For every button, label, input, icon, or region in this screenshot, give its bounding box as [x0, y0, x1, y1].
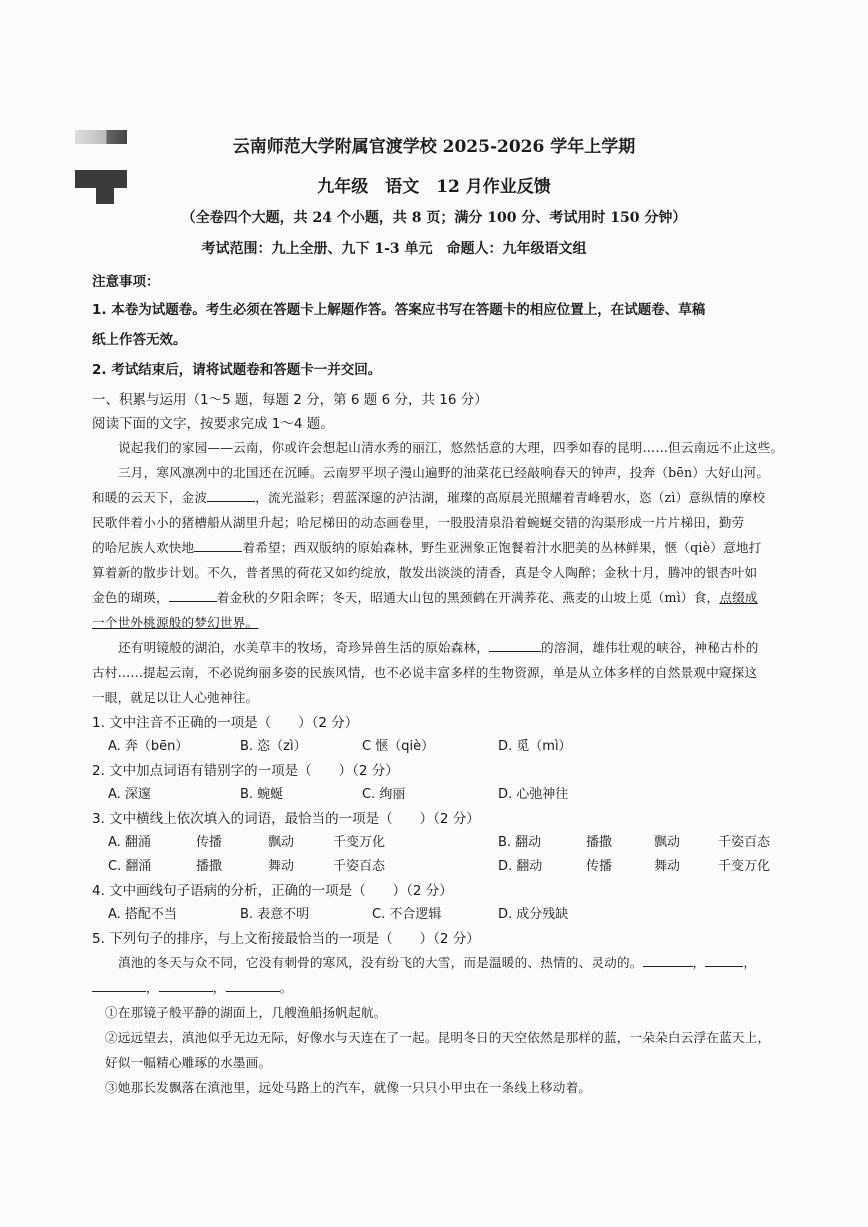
question-4-stem: 4. 文中画线句子语病的分析，正确的一项是（ ）（2 分） — [92, 883, 453, 899]
q1-option-a: A. 奔（bēn） — [108, 739, 189, 754]
q5-blank-5 — [226, 991, 280, 992]
q3-b-3: 飘动 — [654, 835, 681, 850]
q5-sentence-1: ①在那镜子般平静的湖面上，几艘渔船扬帆起航。 — [105, 1005, 387, 1020]
q3-d-4: 千变万化 — [718, 859, 771, 874]
q5-sentence-2a: ②远远望去，滇池似乎无边无际，好像水与天连在了一起。昆明冬日的天空依然是那样的蓝，一朵朵白云浮在蓝天上， — [105, 1030, 771, 1045]
q5-blank-1 — [643, 966, 693, 967]
q3-c-2: 播撒 — [196, 859, 223, 874]
question-5-stem: 5. 下列句子的排序，与上文衔接最恰当的一项是（ ）（2 分） — [92, 931, 480, 947]
passage-p2-line3: 民歌伴着小小的猪槽船从湖里升起；哈尼梯田的动态画卷里，一股股清泉沿着蜿蜒交错的沟渠形成一片片梯田，勤劳 — [92, 515, 745, 530]
q3-c-1: C. 翻涌 — [108, 859, 152, 874]
q3-a-3: 飘动 — [268, 835, 295, 850]
note-1a: 1. 本卷为试题卷。考生必须在答题卡上解题作答。答案应书写在答题卡的相应位置上，在试题卷、草稿 — [92, 302, 706, 318]
passage-p3-line2: 古村……提起云南，不必说绚丽多姿的民族风情，也不必说丰富多样的生物资源，单是从立体多样的自然景观中窥探这 — [92, 665, 758, 680]
q4-option-d: D. 成分残缺 — [498, 907, 569, 922]
q3-b-2: 播撒 — [586, 835, 613, 850]
passage-p2-line5: 算着新的散步计划。不久，普者黑的荷花又如约绽放，散发出淡淡的清香，真是令人陶醉；金秋十月，腾冲的银杏叶如 — [92, 565, 758, 580]
q5-blanks: ， ， 。 — [92, 977, 782, 996]
blank-1 — [207, 501, 255, 502]
q1-option-c: C 惬（qiè） — [362, 739, 435, 754]
q3-b-4: 千姿百态 — [718, 835, 771, 850]
blank-4 — [489, 651, 541, 652]
blank-3 — [169, 601, 217, 602]
passage-p3-line1: 还有明镜般的湖泊，水美草丰的牧场，奇珍异兽生活的原始森林， 的溶洞，雄伟壮观的峡谷，神秘古朴的 — [118, 640, 759, 655]
q3-a-1: A. 翻涌 — [108, 835, 151, 850]
passage-p2-line4: 的哈尼族人欢快地 着希望；西双版纳的原始森林，野生亚洲象正饱餐着汁水肥美的丛林鲜果，惬（qiè）意地打 — [92, 540, 762, 555]
q3-c-3: 舞动 — [268, 859, 295, 874]
note-2: 2. 考试结束后，请将试题卷和答题卡一并交回。 — [92, 362, 382, 378]
q4-option-c: C. 不合逻辑 — [372, 907, 442, 922]
q5-sentence-2b: 好似一幅精心雕琢的水墨画。 — [105, 1055, 272, 1070]
q3-a-4: 千变万化 — [333, 835, 386, 850]
q1-option-d: D. 觅（mì） — [498, 739, 572, 754]
underlined-sentence-start: 点缀成 — [719, 590, 758, 605]
q5-lead: 滇池的冬天与众不同，它没有刺骨的寒风，没有纷飞的大雪，而是温暖的、热情的、灵动的。 ， ， — [118, 955, 757, 970]
q5-sentence-3: ③她那长发飘落在滇池里，远处马路上的汽车，就像一只只小甲虫在一条线上移动着。 — [105, 1080, 592, 1095]
q4-option-a: A. 搭配不当 — [108, 907, 177, 922]
q3-d-2: 传播 — [586, 859, 613, 874]
q5-blank-2 — [705, 966, 743, 967]
passage-p2-line1: 三月，寒风凛冽中的北国还在沉睡。云南罗平坝子漫山遍野的油菜花已经敲响春天的钟声，投奔（bēn）大好山河。 — [118, 465, 770, 480]
q3-a-2: 传播 — [196, 835, 223, 850]
question-3-stem: 3. 文中横线上依次填入的词语，最恰当的一项是（ ）（2 分） — [92, 811, 480, 827]
page-subtitle: 九年级 语文 12 月作业反馈 — [317, 177, 551, 197]
underlined-sentence-end: 一个世外桃源般的梦幻世界。 — [92, 615, 259, 630]
notes-heading: 注意事项： — [92, 274, 160, 290]
exam-scope: 考试范围：九上全册、九下 1-3 单元 命题人：九年级语文组 — [201, 241, 587, 257]
q1-option-b: B. 恣（zì） — [240, 739, 307, 754]
question-2-stem: 2. 文中加点词语有错别字的一项是（ ）（2 分） — [92, 763, 399, 779]
q5-blank-4 — [159, 991, 213, 992]
q5-blank-3 — [92, 991, 146, 992]
q3-d-1: D. 翻动 — [498, 859, 543, 874]
section-1-heading: 一、积累与运用（1～5 题，每题 2 分，第 6 题 6 分，共 16 分） — [92, 392, 488, 408]
question-1-stem: 1. 文中注音不正确的一项是（ ）（2 分） — [92, 715, 359, 731]
q4-option-b: B. 表意不明 — [240, 907, 310, 922]
passage-p1: 说起我们的家园——云南，你或许会想起山清水秀的丽江，悠然恬意的大理，四季如春的昆明……但云南远不止这些。 — [118, 440, 784, 455]
q3-c-4: 千姿百态 — [333, 859, 386, 874]
passage-p2-line6: 金色的瑚瑛， 着金秋的夕阳余晖；冬天，昭通大山包的黑颈鹤在开满荞花、燕麦的山坡上觅（mì）食，点缀成 — [92, 590, 758, 605]
q3-b-1: B. 翻动 — [498, 835, 542, 850]
q2-option-a: A. 深邃 — [108, 787, 151, 802]
exam-info: （全卷四个大题，共 24 个小题，共 8 页；满分 100 分、考试用时 150 分钟） — [181, 210, 687, 226]
blank-2 — [194, 551, 242, 552]
q3-d-3: 舞动 — [654, 859, 681, 874]
section-1-instruction: 阅读下面的文字，按要求完成 1～4 题。 — [92, 416, 334, 432]
page-title: 云南师范大学附属官渡学校 2025-2026 学年上学期 — [232, 137, 636, 157]
q2-option-c: C. 绚丽 — [362, 787, 406, 802]
q2-option-b: B. 蜿蜒 — [240, 787, 284, 802]
passage-p2-line2: 和暖的云天下，金波 ，流光溢彩；碧蓝深邃的泸沽湖，璀璨的高原晨光照耀着青峰碧水，恣（zì）意纵情的摩校 — [92, 490, 766, 505]
q2-option-d: D. 心弛神往 — [498, 787, 569, 802]
note-1b: 纸上作答无效。 — [92, 332, 187, 348]
passage-p3-line3: 一眼，就足以让人心弛神往。 — [92, 690, 259, 705]
